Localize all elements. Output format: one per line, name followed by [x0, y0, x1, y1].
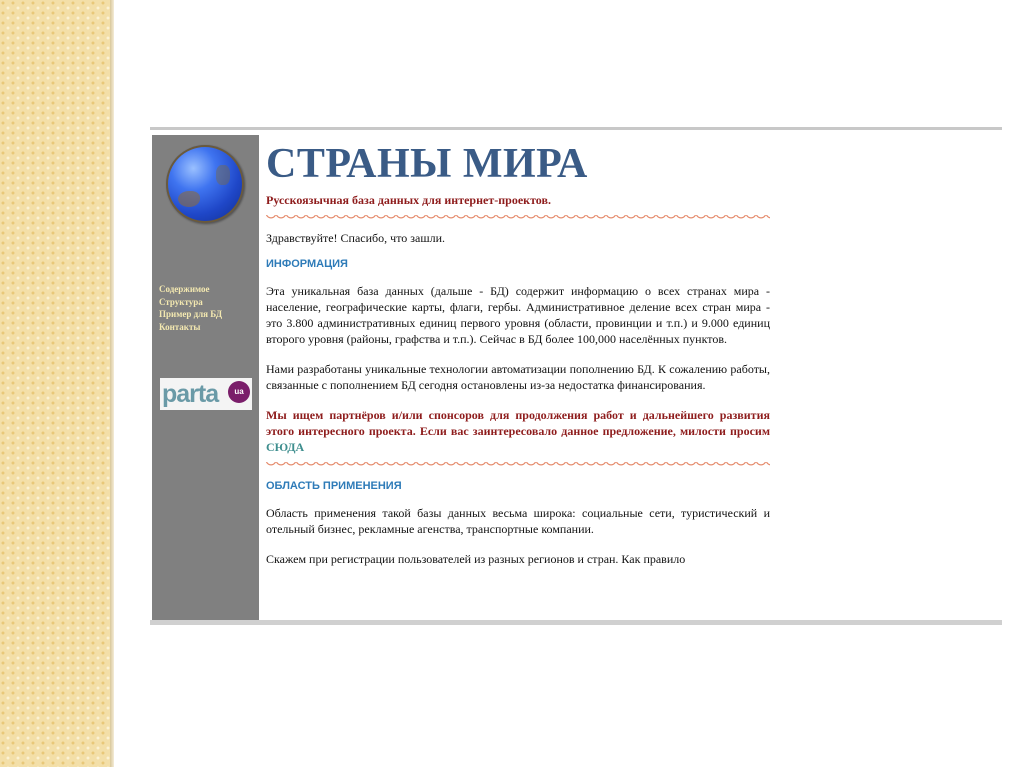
info-paragraph-1: Эта уникальная база данных (дальше - БД) содержит информацию о всех странах мира - население, географические карты, флаги, гербы. Административное деление всех стран мира - это 3.800 административных единиц первого уровня (области, провинции и т.п.) и 9.000 единиц второго уровня (районы, графства и т.п.). Сейчас в БД более 100,000 населённых пунктов.: [266, 284, 770, 346]
top-rule: [150, 127, 1002, 130]
usage-heading: ОБЛАСТЬ ПРИМЕНЕНИЯ: [266, 480, 402, 492]
info-heading: ИНФОРМАЦИЯ: [266, 258, 348, 270]
page-subtitle: Русскоязычная база данных для интернет-проектов.: [266, 193, 551, 207]
nav-link-db-example[interactable]: Пример для БД: [159, 309, 223, 319]
partners-paragraph: [266, 407, 770, 455]
page-title: СТРАНЫ МИРА: [266, 141, 588, 187]
usage-paragraph-2: Скажем при регистрации пользователей из разных регионов и стран. Как правило: [266, 552, 686, 566]
wavy-divider-2: [266, 462, 770, 468]
greeting-text: Здравствуйте! Спасибо, что зашли.: [266, 231, 445, 245]
website-screenshot: [150, 127, 1002, 625]
sidebar: [152, 135, 259, 621]
info-paragraph-2: Нами разработаны уникальные технологии автоматизации пополнению БД. К сожалению работы, связанные с пополнением БД сегодня остановлены из-за недостатка финансирования.: [266, 362, 770, 392]
slide-side-pattern: [0, 0, 110, 767]
here-link[interactable]: СЮДА: [266, 440, 305, 454]
sidebar-nav: [159, 283, 222, 333]
nav-link-contents[interactable]: Содержимое: [159, 284, 210, 294]
globe-logo-icon[interactable]: [166, 145, 244, 223]
wavy-divider: [266, 215, 770, 221]
partners-text: Мы ищем партнёров и/или спонсоров для продолжения работ и дальнейшего развития этого интересного проекта. Если вас заинтересовало данное предложение, милости просим: [266, 408, 770, 438]
usage-paragraph-1: Область применения такой базы данных весьма широка: социальные сети, туристический и отельный бизнес, рекламные агенства, транспортные компании.: [266, 506, 770, 536]
main-content: [266, 139, 770, 567]
nav-link-structure[interactable]: Структура: [159, 296, 203, 307]
partner-logo-word: parta: [162, 380, 219, 408]
partner-logo[interactable]: [160, 378, 252, 410]
nav-link-contacts[interactable]: Контакты: [159, 321, 201, 332]
bottom-rule: [150, 620, 1002, 625]
partner-logo-badge: ua: [228, 381, 250, 403]
